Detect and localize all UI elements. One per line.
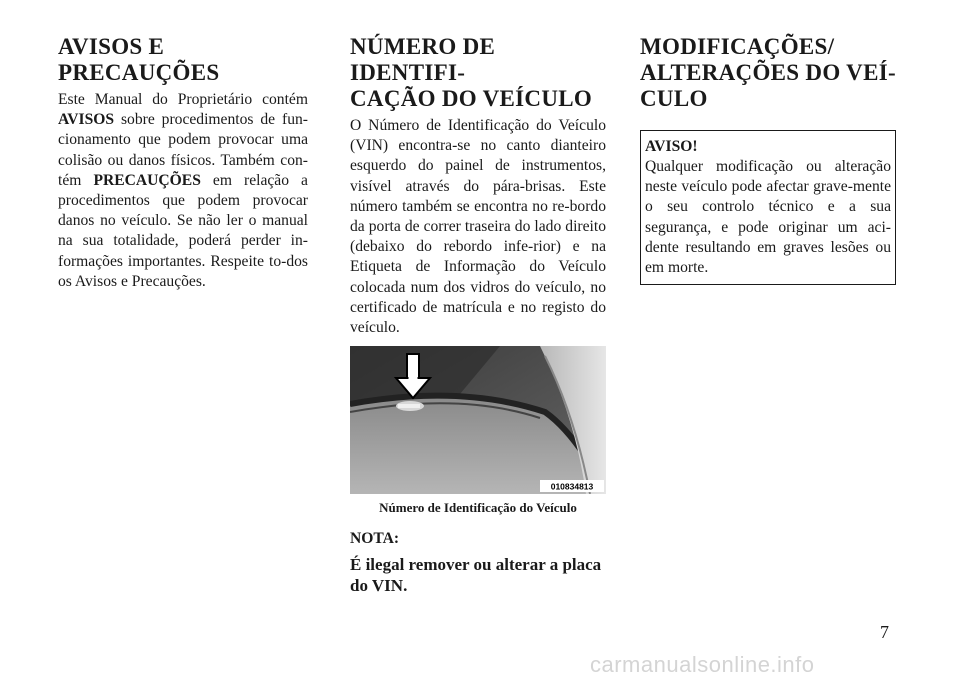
section-warnings-heading: AVISOS E PRECAUÇÕES — [58, 34, 220, 85]
mid-text: sobre procedimentos de fun-cionamento que podem provocar uma colisão ou danos físicos. Também con-tém — [58, 111, 308, 189]
warning-text: Qualquer modificação ou alteração neste veículo pode afectar grave-mente o seu controlo técnico e a sua segurança, e pode originar um aci-dente resultando em graves lesões ou em morte. — [645, 158, 891, 277]
section-vin-heading — [350, 34, 606, 112]
vin-photo — [350, 346, 606, 494]
warning-box — [640, 130, 896, 285]
section-modifications-heading-line1: MODIFICAÇÕES/ — [640, 34, 835, 59]
rest-text: em relação a procedimentos que podem provocar danos no veículo. Se não ler o manual na sua totalidade, poderá perder in-formações importantes. Respeite to-dos os Avisos e Precauções. — [58, 171, 308, 290]
section-modifications-heading-line2: ALTERAÇÕES DO VEÍ- — [640, 60, 896, 85]
watermark: carmanualsonline.info — [590, 652, 815, 677]
section-vin-heading-line2: CAÇÃO DO VEÍCULO — [350, 86, 593, 111]
image-code: 010834813 — [550, 481, 594, 492]
section-vin — [350, 34, 606, 596]
precaucoes-keyword: PRECAUÇÕES — [93, 171, 201, 189]
section-warnings — [58, 34, 308, 292]
section-vin-heading-line1: NÚMERO DE IDENTIFI- — [350, 34, 496, 85]
section-modifications-heading-line3: CULO — [640, 86, 708, 111]
intro-text: Este Manual do Proprietário contém — [58, 91, 308, 108]
section-vin-body: O Número de Identificação do Veículo (VIN) encontra-se no canto dianteiro esquerdo do painel de instrumentos, visível através do pára-brisas. Este número também se encontra no re-bordo da porta de correr traseira do lado direito (debaixo do rebordo infe-rior) e na Etiqueta de Informação do Veículo colocada num dos vidros do veículo, no certificado de matrícula e no registo do veículo. — [350, 117, 606, 337]
note-text: É ilegal remover ou alterar a placa do VIN. — [350, 555, 602, 596]
warning-title: AVISO! — [645, 138, 698, 155]
note-label: NOTA: — [350, 530, 400, 548]
section-warnings-body — [58, 90, 308, 292]
section-modifications — [640, 34, 896, 285]
section-modifications-heading — [640, 34, 896, 112]
page-number: 7 — [880, 622, 889, 642]
vin-photo-caption: Número de Identificação do Veículo — [379, 500, 577, 516]
vin-photo-illustration — [350, 346, 606, 494]
avisos-keyword: AVISOS — [58, 111, 115, 129]
